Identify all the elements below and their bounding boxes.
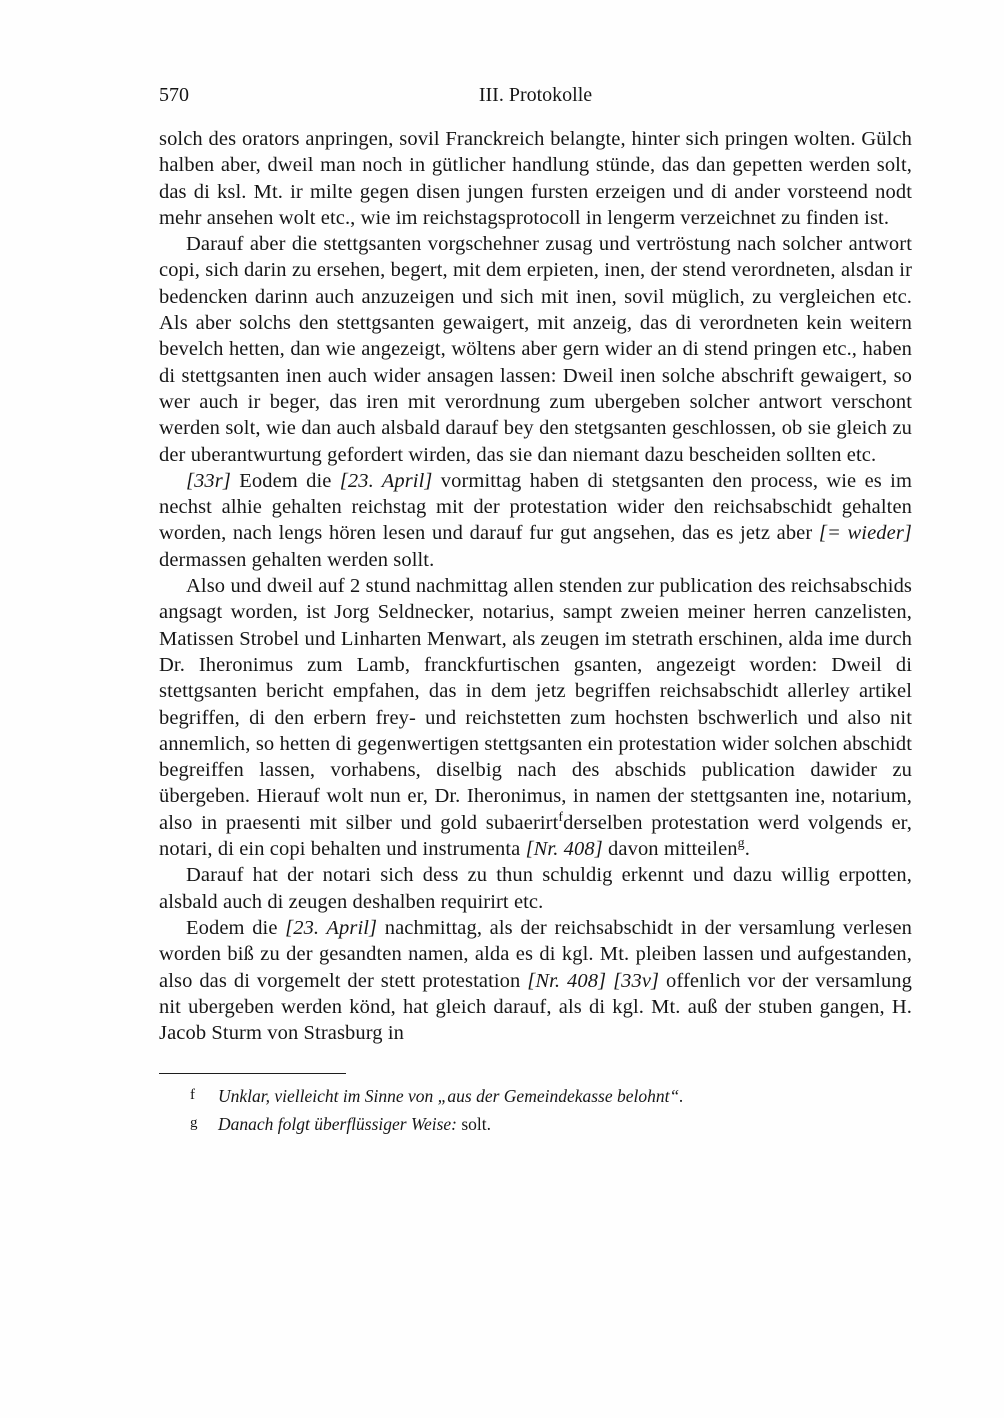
paragraph-text: dermassen gehalten werden sollt. <box>159 548 435 571</box>
paragraph <box>159 468 912 573</box>
footnotes-section <box>159 1073 912 1139</box>
paragraph-text: Darauf hat der notari sich dess zu thun schuldig erkennt und dazu willig erpotten, alsbald auch di zeugen deshalben requirirt etc. <box>159 864 912 913</box>
footnote-plain-text: solt. <box>456 1114 492 1135</box>
paragraph <box>159 915 912 1046</box>
paragraph-text: Eodem die <box>230 469 340 492</box>
paragraph-text: solch des orators anpringen, sovil Franckreich belangte, hinter sich pringen wolten. Gülch halben aber, dweil man noch in gütlicher handlung stünde, das dan gepetten werden solt, das di ksl. Mt. ir milte gegen disen jungen fursten erzeigen und di ander vorsteend nodt mehr ansehen wolt etc., wie im reichstagsprotocoll in lengerm verzeichnet zu finden ist. <box>159 128 912 229</box>
footnote <box>159 1083 912 1111</box>
body-text <box>159 126 912 1046</box>
footnote-ref: f <box>558 809 564 825</box>
page-header <box>159 84 912 110</box>
paragraph <box>159 126 912 231</box>
editorial-note: [Nr. 408] [33v] <box>527 969 660 992</box>
paragraph-text: . <box>744 838 750 861</box>
paragraph-text: Eodem die <box>186 916 286 939</box>
paragraph <box>159 862 912 915</box>
footnote-rule <box>159 1073 346 1074</box>
paragraph-text: Also und dweil auf 2 stund nachmittag allen stenden zur publication des reichsabschids angsagt worden, ist Jorg Seldnecker, notarius, sampt zweien meiner herren canzelisten, Matissen Strobel und Linharten Menwart, als zeugen im stetrath erschinen, alda ime durch Dr. Iheronimus zum Lamb, franckfurtischen gsanten, angezeigt worden: Dweil di stettgsanten bericht empfahen, das in dem jetz begriffen reichsabschidt allerley artikel begriffen, di den erbern frey- und reichstetten zum hochsten bschwerlich und also nit annemlich, so hetten di gegenwertigen stettgsanten ein protestation wider solchen abschidt begreiffen lassen, vorhabens, diselbig nach des abschids publication dawider zu übergeben. Hierauf wolt nun er, Dr. Iheronimus, in namen der stettgsanten ine, notarium, also in praesenti mit silber und gold subaerirt <box>159 575 912 834</box>
paragraph-text: nachmittag, als der reichsabschidt in der versamlung verlesen worden biß zu der gesandten namen, alda es di kgl. Mt. pleiben lassen und aufgestanden, also das di vorgemelt der stett protestation <box>159 916 912 992</box>
footnote-italic-text: Unklar, vielleicht im Sinne von „aus der Gemeindekasse belohnt“. <box>218 1086 684 1107</box>
paragraph-text: offenlich vor der versamlung nit ubergeben werden könd, hat gleich darauf, als di kgl. Mt. auß der stuben gangen, H. Jacob Sturm von Strasburg in <box>159 969 913 1045</box>
editorial-note: [Nr. 408] <box>525 838 603 861</box>
paragraph <box>159 573 912 862</box>
footnote-ref: g <box>737 836 745 852</box>
paragraph-text: derselben protestation werd volgends er, notari, di ein copi behalten und instrumenta <box>159 811 912 861</box>
footnote-italic-text: Danach folgt überflüssiger Weise: <box>218 1114 457 1135</box>
footnote-marker: f <box>190 1087 195 1104</box>
footnote-text <box>218 1083 912 1109</box>
paragraph <box>159 231 912 468</box>
running-head: III. Protokolle <box>478 84 593 106</box>
paragraph-text: Darauf aber die stettgsanten vorgschehner zusag und vertröstung nach solcher antwort copi, sich darin zu ersehen, begert, mit dem erpieten, inen, der stend verordneten, alsdan ir bedencken darinn auch anzuzeigen und sich mit inen, sovil müglich, zu vergleichen etc. Als aber solchs den stettgsanten gewaigert, mit anzeig, das di verordneten kein weitern bevelch hetten, dan wie angezeigt, wöltens aber gern wider an di stend pringen etc., haben di stettgsanten inen auch wider ansagen lassen: Dweil inen solche abschrift gewaigert, so wer auch ir beger, das iren mit verordnung zum ubergeben solcher antwort verschont werden solt, wie dan auch alsbald darauf bey den stetgsanten geschlossen, ob sie gleich zu der uberantwurtung gefordert wirden, das sie dan niemant dazu bescheiden sollten etc. <box>159 233 912 466</box>
editorial-note: [23. April] <box>339 469 433 492</box>
page-number: 570 <box>159 84 189 106</box>
paragraph-text: davon mitteilen <box>602 838 738 861</box>
editorial-note: [23. April] <box>285 916 378 939</box>
footnote-text <box>218 1111 912 1137</box>
editorial-note: [33r] <box>186 469 231 492</box>
paragraph-text: vormittag haben di stetgsanten den process, wie es im nechst alhie gehalten reichstag mit der protestation wider den reichsabschidt gehalten worden, nach lengs hören lesen und darauf fur gut angsehen, das es jetz aber <box>159 469 912 545</box>
footnote-marker: g <box>190 1115 198 1132</box>
footnote <box>159 1111 912 1139</box>
editorial-note: [= wieder] <box>818 522 913 545</box>
footnote-list <box>159 1083 912 1139</box>
